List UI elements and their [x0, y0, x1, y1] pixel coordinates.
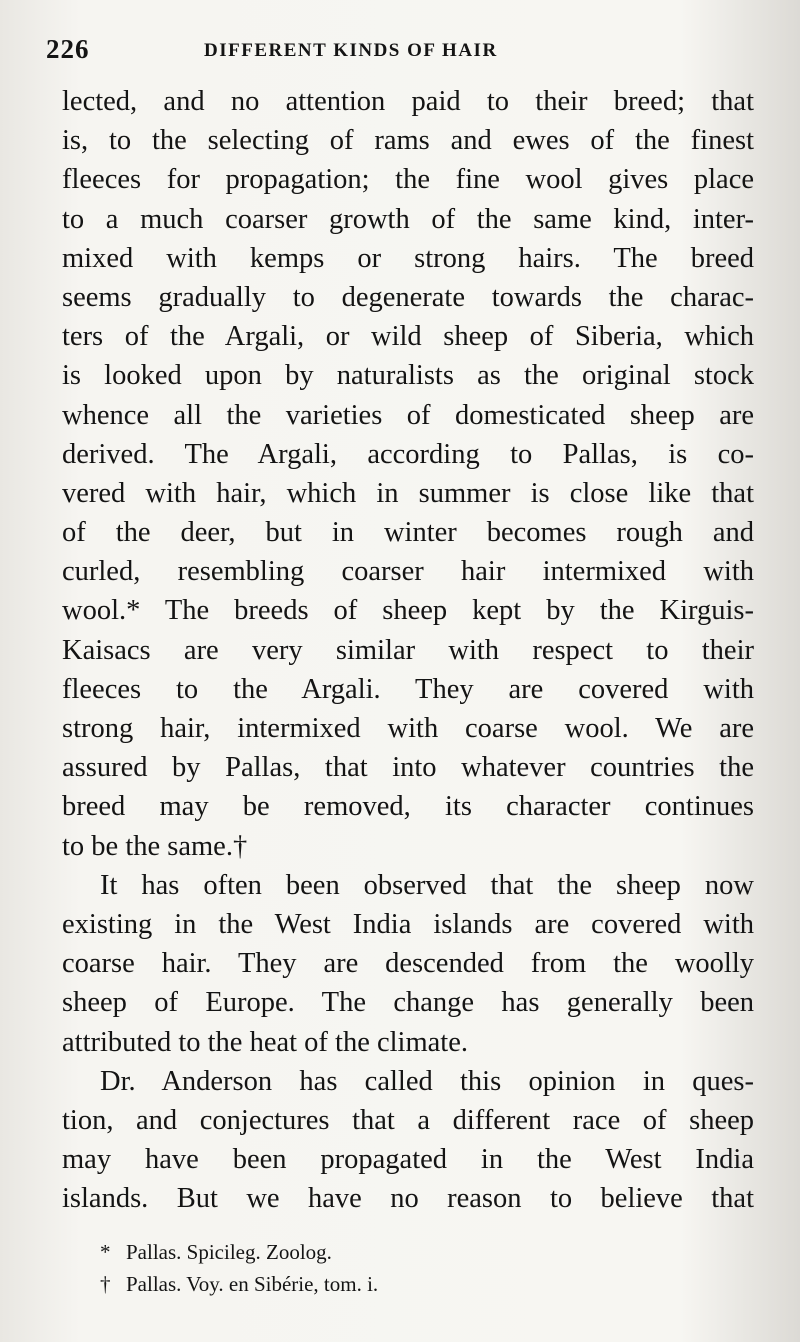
- page-number: 226: [46, 34, 90, 64]
- text-line: seems gradually to degenerate towards the charac-: [62, 281, 754, 313]
- text-line: to be the same.†: [62, 830, 248, 862]
- paragraph: [62, 866, 754, 1062]
- text-line: whence all the varieties of domesticated sheep are: [62, 399, 754, 431]
- text-line: Kaisacs are very similar with respect to their: [62, 634, 754, 666]
- text-line: strong hair, intermixed with coarse wool. We are: [62, 713, 754, 744]
- text-line: vered with hair, which in summer is close like that: [62, 477, 754, 509]
- page-header: [46, 34, 746, 68]
- text-line: is looked upon by naturalists as the original stock: [62, 360, 754, 392]
- text-line: tion, and conjectures that a different race of sheep: [62, 1104, 754, 1136]
- text-line: fleeces for propagation; the fine wool gives place: [62, 164, 754, 196]
- text-line: wool.* The breeds of sheep kept by the Kirguis-: [62, 595, 754, 627]
- text-line: curled, resembling coarser hair intermixed with: [62, 556, 754, 588]
- text-line: sheep of Europe. The change has generally been: [62, 987, 754, 1019]
- text-line: derived. The Argali, according to Pallas, is co-: [62, 438, 754, 470]
- text-line: to a much coarser growth of the same kind, inter-: [62, 203, 754, 235]
- text-line: coarse hair. They are descended from the woolly: [62, 948, 754, 980]
- body-text: [62, 82, 754, 1218]
- paragraph: [62, 82, 754, 866]
- footnotes: [100, 1236, 700, 1300]
- footnote-text: Pallas. Spicileg. Zoolog.: [126, 1240, 332, 1264]
- text-line: It has often been observed that the sheep now: [100, 869, 754, 901]
- text-line: breed may be removed, its character continues: [62, 791, 754, 823]
- text-line: is, to the selecting of rams and ewes of the finest: [62, 125, 754, 157]
- paragraph: [62, 1062, 754, 1219]
- text-line: existing in the West India islands are covered with: [62, 908, 754, 940]
- text-line: Dr. Anderson has called this opinion in ques-: [100, 1065, 754, 1097]
- footnote-mark: †: [100, 1272, 111, 1296]
- text-line: fleeces to the Argali. They are covered with: [62, 673, 754, 705]
- text-line: attributed to the heat of the climate.: [62, 1026, 468, 1058]
- footnote: [100, 1268, 700, 1300]
- text-line: assured by Pallas, that into whatever countries the: [62, 752, 754, 784]
- footnote-mark: *: [100, 1240, 111, 1264]
- running-head: DIFFERENT KINDS OF HAIR: [204, 40, 498, 61]
- footnote: [100, 1236, 700, 1268]
- text-line: islands. But we have no reason to believe that: [62, 1183, 754, 1215]
- text-line: lected, and no attention paid to their breed; that: [62, 86, 754, 117]
- text-line: ters of the Argali, or wild sheep of Siberia, which: [62, 321, 754, 353]
- footnote-text: Pallas. Voy. en Sibérie, tom. i.: [126, 1272, 379, 1296]
- text-line: mixed with kemps or strong hairs. The breed: [62, 242, 754, 274]
- text-line: of the deer, but in winter becomes rough and: [62, 517, 754, 549]
- text-line: may have been propagated in the West India: [62, 1144, 754, 1176]
